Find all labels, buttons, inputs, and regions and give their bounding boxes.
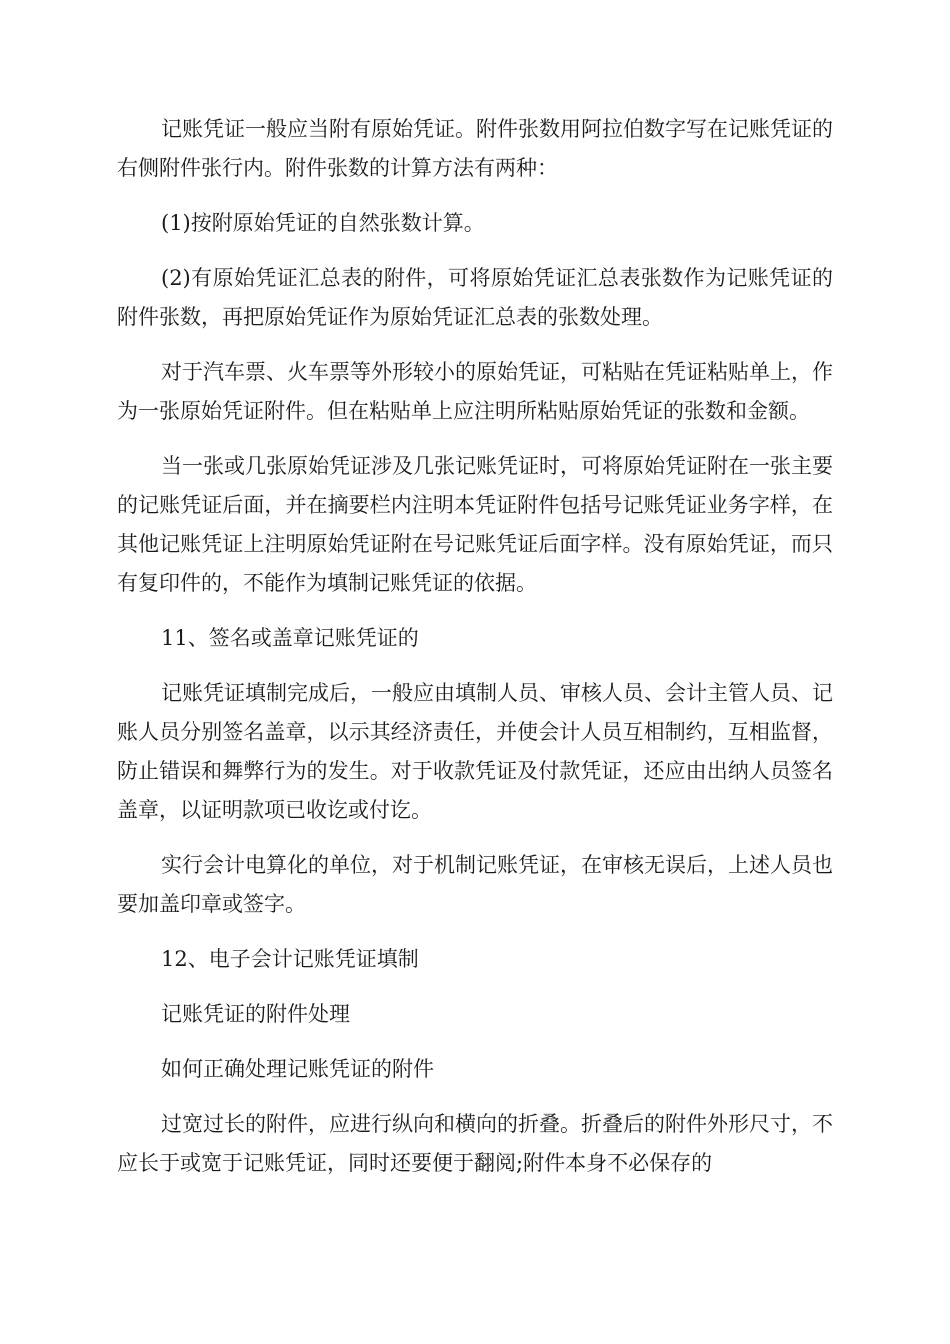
paragraph-signatures: 记账凭证填制完成后，一般应由填制人员、审核人员、会计主管人员、记账人员分别签名盖章，以示其经济责任，并使会计人员互相制约，互相监督，防止错误和舞弊行为的发生。对于收款凭证及付款凭证，还应由出纳人员签名盖章，以证明款项已收讫或付讫。	[117, 681, 833, 822]
subheading-how-to-handle: 如何正确处理记账凭证的附件	[161, 1057, 434, 1081]
paragraph-shared-vouchers: 当一张或几张原始凭证涉及几张记账凭证时，可将原始凭证附在一张主要的记账凭证后面，并在摘要栏内注明本凭证附件包括号记账凭证业务字样，在其他记账凭证上注明原始凭证附在号记账凭证后面字样。没有原始凭证，而只有复印件的，不能作为填制记账凭证的依据。	[117, 454, 833, 595]
paragraph-computerized: 实行会计电算化的单位，对于机制记账凭证，在审核无误后，上述人员也要加盖印章或签字。	[117, 853, 833, 916]
subheading-attachment-handling: 记账凭证的附件处理	[161, 1002, 350, 1026]
paragraph-folding: 过宽过长的附件，应进行纵向和横向的折叠。折叠后的附件外形尺寸，不应长于或宽于记账凭证，同时还要便于翻阅;附件本身不必保存的	[117, 1112, 833, 1175]
document-body	[117, 110, 833, 1199]
paragraph-attachments-intro: 记账凭证一般应当附有原始凭证。附件张数用阿拉伯数字写在记账凭证的右侧附件张行内。附件张数的计算方法有两种：	[117, 117, 833, 180]
paragraph-small-vouchers: 对于汽车票、火车票等外形较小的原始凭证，可粘贴在凭证粘贴单上，作为一张原始凭证附件。但在粘贴单上应注明所粘贴原始凭证的张数和金额。	[117, 360, 833, 423]
paragraph-method-2: (2)有原始凭证汇总表的附件，可将原始凭证汇总表张数作为记账凭证的附件张数，再把原始凭证作为原始凭证汇总表的张数处理。	[117, 266, 833, 329]
section-heading-12: 12、电子会计记账凭证填制	[161, 947, 419, 971]
section-heading-11: 11、签名或盖章记账凭证的	[161, 626, 419, 650]
paragraph-method-1: (1)按附原始凭证的自然张数计算。	[161, 211, 485, 235]
